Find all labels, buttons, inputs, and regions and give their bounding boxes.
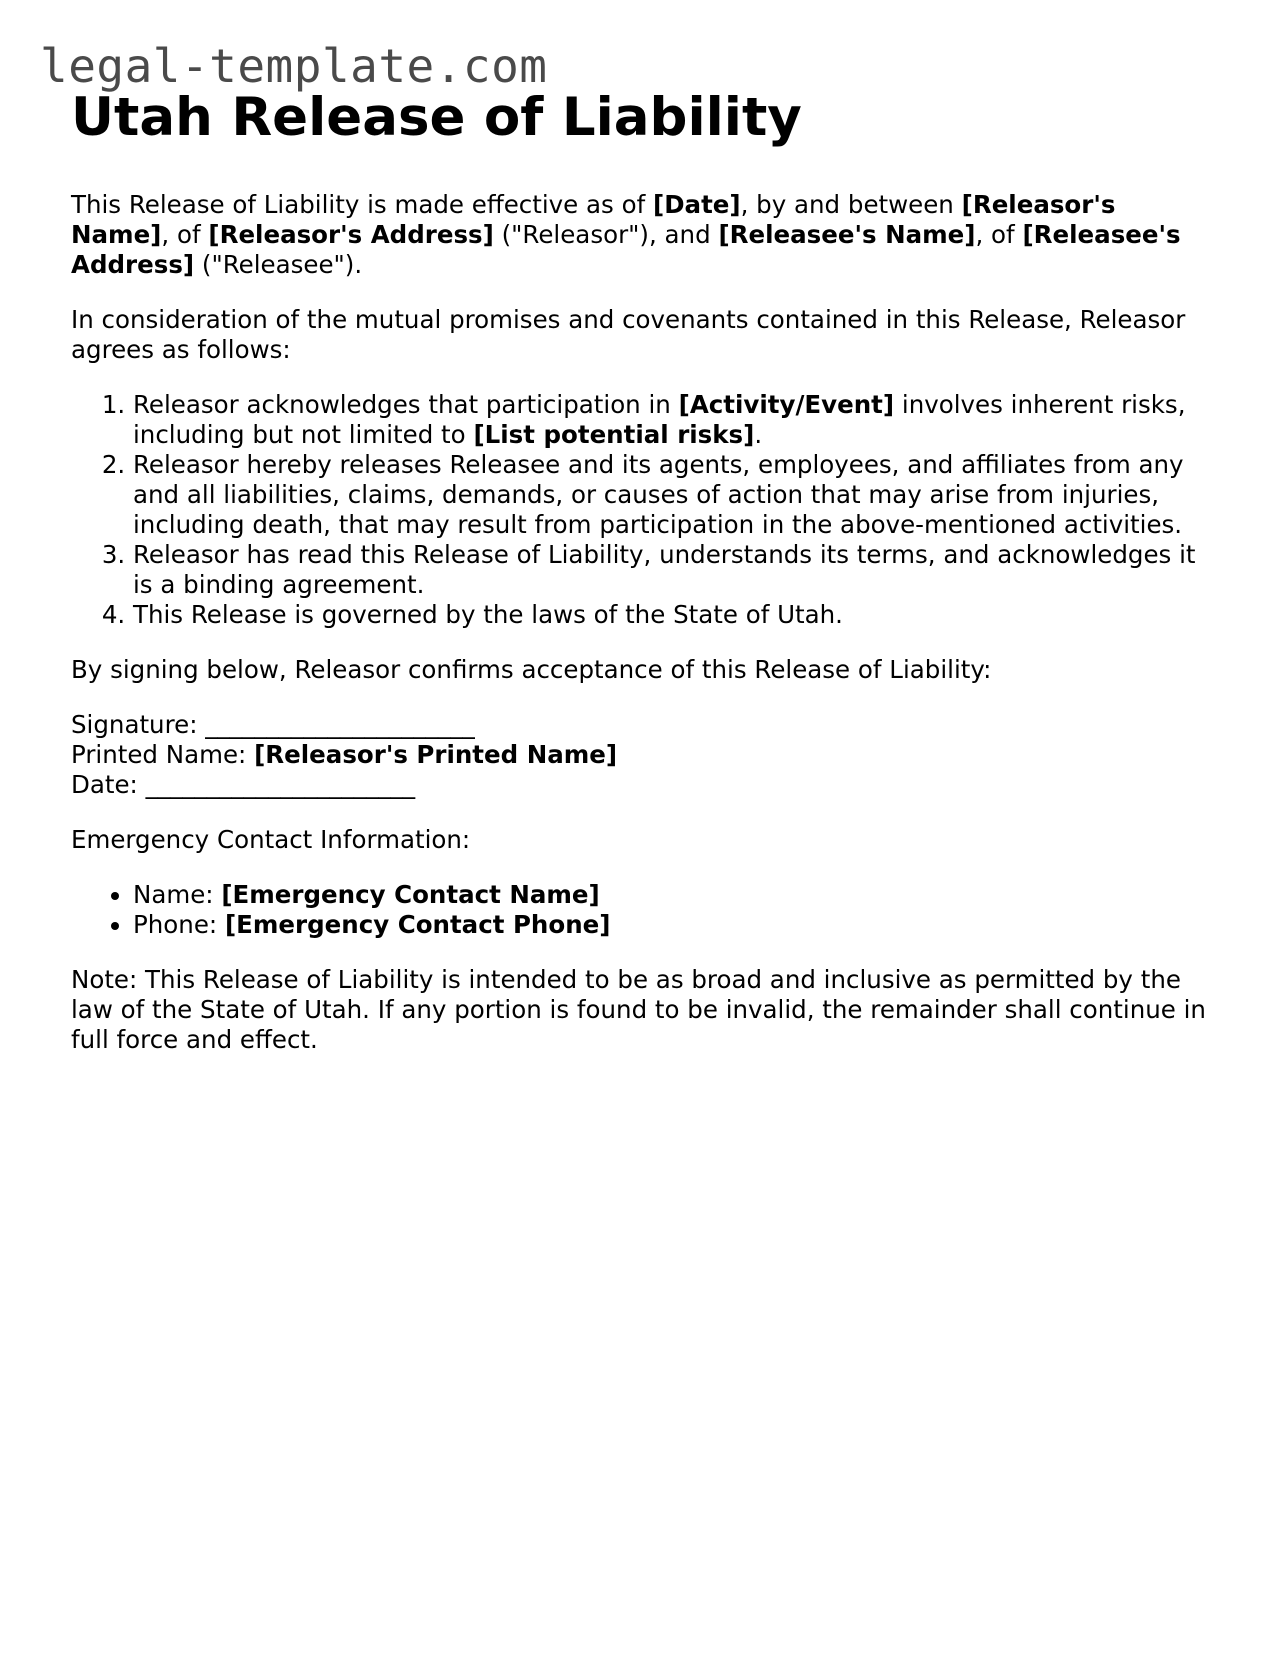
signature-line (71, 710, 1216, 740)
emergency-phone-item (133, 910, 1216, 940)
term-text: Releasor acknowledges that participation in (133, 390, 679, 419)
emergency-heading: Emergency Contact Information: (71, 825, 471, 854)
intro-text: , by and between (740, 190, 962, 219)
document-title: Utah Release of Liability (71, 87, 802, 148)
terms-list (71, 390, 1216, 630)
intro-text: , of (161, 220, 209, 249)
activity-placeholder: [Activity/Event] (678, 390, 895, 419)
intro-text: ("Releasor"), and (493, 220, 719, 249)
printed-name-label: Printed Name: (71, 740, 255, 769)
date-blank: ______________________ (145, 770, 416, 799)
intro-text: This Release of Liability is made effective as of (71, 190, 653, 219)
intro-paragraph (71, 190, 1216, 280)
emergency-name-placeholder: [Emergency Contact Name] (221, 880, 600, 909)
watermark: legal-template.com (40, 39, 548, 93)
term-text: involves inherent risks, including but not limited to (133, 390, 1186, 449)
emergency-name-label: Name: (133, 880, 222, 909)
term-text: . (754, 420, 763, 449)
releasor-address-placeholder: [Releasor's Address] (208, 220, 494, 249)
signature-blank: ______________________ (205, 710, 475, 739)
date-line (71, 770, 1216, 800)
document (71, 86, 1216, 1080)
date-placeholder: [Date] (653, 190, 741, 219)
releasee-name-placeholder: [Releasee's Name] (718, 220, 976, 249)
emergency-phone-label: Phone: (133, 910, 225, 939)
term-item: 3. Releasor has read this Release of Liability, understands its terms, and acknowledges it is a binding agreement. (133, 540, 1216, 600)
note-paragraph: Note: This Release of Liability is intended to be as broad and inclusive as permitted by the law of the State of Utah. If any portion is found to be invalid, the remainder shall continue in full force and effect. (71, 965, 1206, 1054)
date-label: Date: (71, 770, 146, 799)
printed-name-placeholder: [Releasor's Printed Name] (254, 740, 618, 769)
signing-statement: By signing below, Releasor confirms acceptance of this Release of Liability: (71, 655, 992, 684)
releasor-name-placeholder: [Releasor's Name] (71, 190, 1116, 249)
emergency-list (71, 880, 1216, 940)
signature-block (71, 710, 1216, 800)
releasee-address-placeholder: [Releasee's Address] (71, 220, 1181, 279)
term-item: 4. This Release is governed by the laws of the State of Utah. (133, 600, 1216, 630)
emergency-phone-placeholder: [Emergency Contact Phone] (224, 910, 611, 939)
emergency-name-item (133, 880, 1216, 910)
signature-label: Signature: (71, 710, 206, 739)
consideration-paragraph: In consideration of the mutual promises and covenants contained in this Release, Releasor agrees as follows: (71, 305, 1186, 364)
term-item: 2. Releasor hereby releases Releasee and its agents, employees, and affiliates from any and all liabilities, claims, demands, or causes of action that may arise from injuries, including death, that may result from participation in the above-mentioned activities. (133, 450, 1216, 540)
risks-placeholder: [List potential risks] (473, 420, 755, 449)
term-item (133, 390, 1216, 450)
printed-name-line (71, 740, 1216, 770)
intro-text: ("Releasee"). (194, 250, 363, 279)
intro-text: , of (975, 220, 1023, 249)
